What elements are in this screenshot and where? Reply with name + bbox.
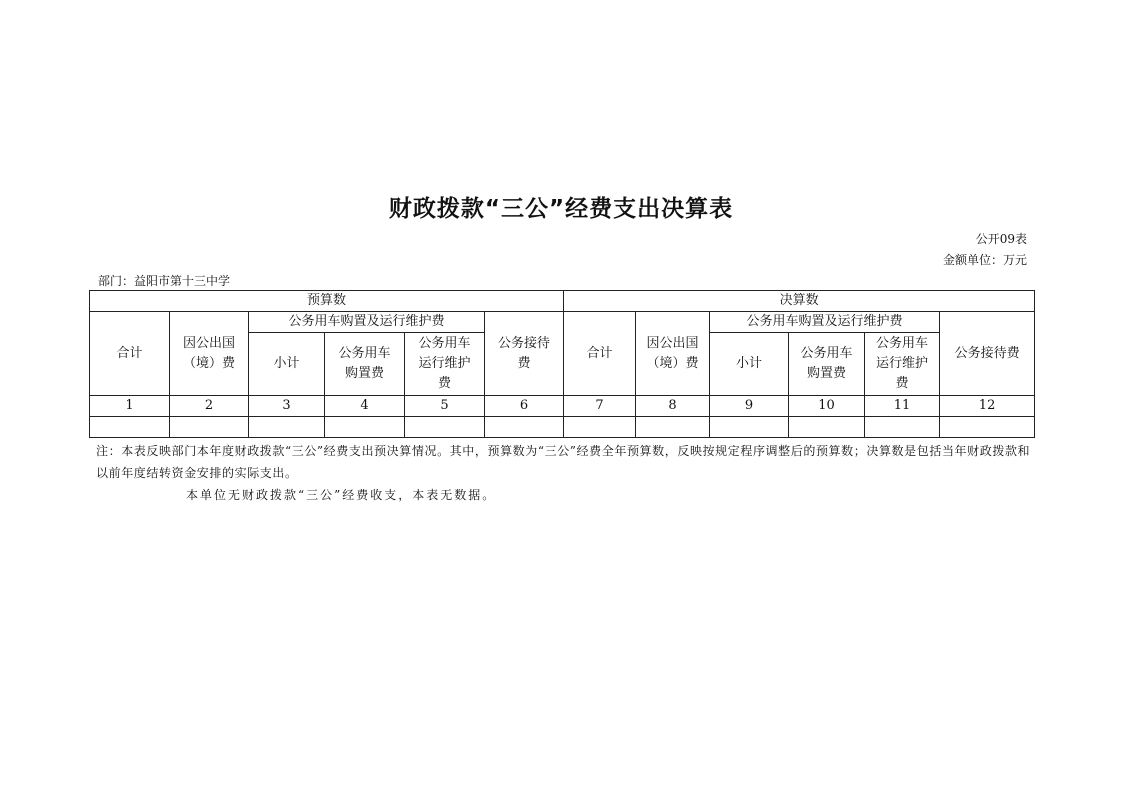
header-final-vehicle-operation [865,333,940,396]
header-budget-reception [485,312,564,396]
header-budget-abroad-line1: 因公出国 [182,335,235,351]
header-final-vehicle-purchase-line2: 购置费 [807,366,847,381]
page-title: 财政拨款“三公”经费支出决算表 [388,196,734,222]
column-number: 12 [940,396,1035,417]
header-final-total: 合计 [564,312,636,396]
form-code: 公开09表 [975,232,1027,246]
data-cell [940,417,1035,438]
header-final-vehicle-operation-line1: 公务用车 [876,336,929,351]
data-cell [485,417,564,438]
header-final-reception: 公务接待费 [940,312,1035,396]
header-final-subtotal: 小计 [710,333,789,396]
header-final-vehicle-purchase-line1: 公务用车 [800,346,853,361]
data-cell [636,417,710,438]
column-number: 5 [405,396,485,417]
header-budget-vehicle-operation-line1: 公务用车 [418,336,471,351]
department-label: 部门：益阳市第十三中学 [98,274,231,288]
column-number: 1 [90,396,170,417]
header-budget-vehicle-purchase [325,333,405,396]
amount-unit: 金额单位：万元 [942,253,1027,267]
header-final-abroad [636,312,710,396]
header-final-abroad-line1: 因公出国 [646,335,699,351]
table-row [90,417,1035,438]
header-final-group: 决算数 [564,291,1035,312]
header-budget-total: 合计 [90,312,170,396]
header-final-vehicle-operation-line3: 费 [895,376,909,391]
column-number: 3 [249,396,325,417]
data-cell [865,417,940,438]
header-final-abroad-line2: （境）费 [646,355,699,371]
data-cell [405,417,485,438]
data-cell [90,417,170,438]
header-budget-vehicle-operation-line3: 费 [437,376,451,391]
header-budget-reception-line1: 公务接待 [498,335,551,351]
header-budget-reception-line2: 费 [517,355,531,371]
header-budget-vehicle-purchase-line1: 公务用车 [338,346,391,361]
no-data-statement: 本单位无财政拨款“三公”经费收支，本表无数据。 [186,488,497,502]
header-final-vehicle-purchase [789,333,865,396]
data-cell [789,417,865,438]
header-budget-vehicle-operation-line2: 运行维护 [418,356,471,371]
data-cell [170,417,249,438]
column-number: 8 [636,396,710,417]
header-final-vehicle-operation-line2: 运行维护 [876,356,929,371]
header-budget-group: 预算数 [90,291,564,312]
column-number: 4 [325,396,405,417]
three-public-expenses-table [89,290,1035,438]
column-number: 11 [865,396,940,417]
column-number: 2 [170,396,249,417]
header-budget-abroad [170,312,249,396]
header-budget-vehicle-purchase-line2: 购置费 [344,366,384,381]
header-budget-vehicle-operation [405,333,485,396]
data-cell [325,417,405,438]
column-number: 10 [789,396,865,417]
table-note: 注：本表反映部门本年度财政拨款“三公”经费支出预决算情况。其中，预算数为“三公”经费全年预算数，反映按规定程序调整后的预算数；决算数是包括当年财政拨款和以前年度结转资金安排的实际支出。 [96,444,1031,480]
header-budget-subtotal: 小计 [249,333,325,396]
data-cell [249,417,325,438]
column-number: 7 [564,396,636,417]
data-cell [710,417,789,438]
column-number: 6 [485,396,564,417]
header-final-vehicle-group: 公务用车购置及运行维护费 [710,312,940,333]
column-number-row [90,396,1035,417]
column-number: 9 [710,396,789,417]
header-budget-abroad-line2: （境）费 [182,355,235,371]
data-cell [564,417,636,438]
header-budget-vehicle-group: 公务用车购置及运行维护费 [249,312,485,333]
